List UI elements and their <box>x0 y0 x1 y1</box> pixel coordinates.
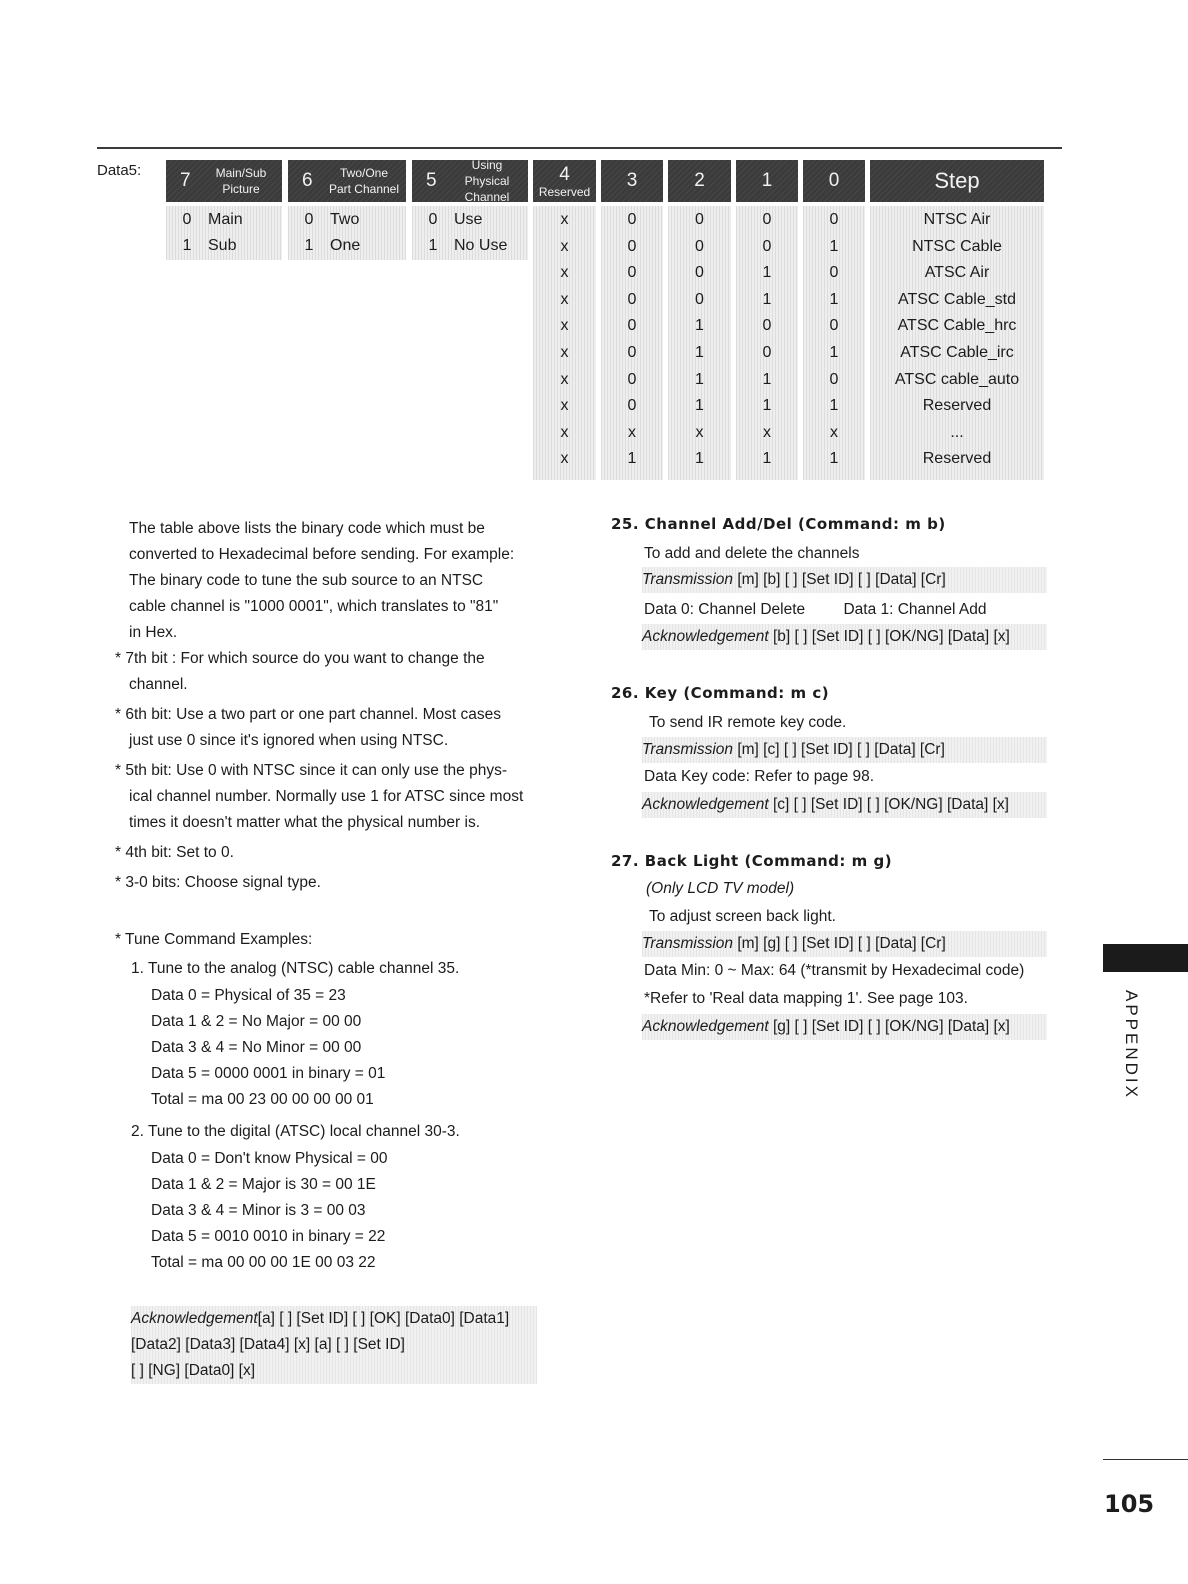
table-cell: 1 <box>695 397 704 414</box>
table-cell: NTSC Air <box>923 211 991 228</box>
header-bit3 <box>601 160 663 202</box>
bullet-4th-bit <box>115 840 570 866</box>
text-line: Data 0 = Physical of 35 = 23 <box>151 987 346 1004</box>
text-line: Data 3 & 4 = No Minor = 00 00 <box>151 1039 362 1056</box>
acknowledgement-text: [b] [ ] [Set ID] [ ] [OK/NG] [Data] [x] <box>772 628 1010 645</box>
text-line: just use 0 since it's ignored when using NTSC. <box>129 732 449 749</box>
ack-text: [a] [ ] [Set ID] [ ] [OK] [Data0] [Data1] <box>257 1310 510 1327</box>
cell-text: Sub <box>208 237 237 254</box>
text-line: * 6th bit: Use a two part or one part channel. Most cases <box>115 706 501 723</box>
table-cell: NTSC Cable <box>912 238 1002 255</box>
text-line: in Hex. <box>129 624 178 641</box>
header-bit7-label: Main/Sub Picture <box>215 166 267 196</box>
table-cell: x <box>695 424 704 441</box>
text-line: * 3-0 bits: Choose signal type. <box>115 874 321 891</box>
bit-notes <box>115 646 570 896</box>
transmission-text: [m] [g] [ ] [Set ID] [ ] [Data] [Cr] <box>737 935 946 952</box>
section-25-transmission <box>642 567 1047 593</box>
side-tab-marker <box>1103 944 1188 972</box>
header-bit1 <box>736 160 798 202</box>
table-cell: x <box>628 424 636 441</box>
table-cell: Reserved <box>922 397 992 414</box>
table-cell: x <box>560 424 569 441</box>
text-line: The table above lists the binary code which must be <box>129 520 485 537</box>
section-27-title: 27. Back Light (Command: m g) <box>611 852 893 870</box>
text-line: channel. <box>129 676 188 693</box>
ack-line-2: [Data2] [Data3] [Data4] [x] [a] [ ] [Set ID] <box>131 1336 405 1353</box>
cell-value: 0 <box>428 211 438 228</box>
table-cell: 1 <box>695 317 704 334</box>
example-2-title: 2. Tune to the digital (ATSC) local channel 30-3. <box>131 1123 460 1140</box>
header-bit0-number: 0 <box>828 170 840 191</box>
column-bit6 <box>288 206 406 260</box>
table-cell: x <box>560 450 569 467</box>
table-cell: 0 <box>695 211 704 228</box>
text-line: The binary code to tune the sub source to an NTSC <box>129 572 484 589</box>
ack-line-3: [ ] [NG] [Data0] [x] <box>131 1362 256 1379</box>
text-line: Data 5 = 0000 0001 in binary = 01 <box>151 1065 386 1082</box>
acknowledgement-block <box>131 1306 537 1384</box>
table-row <box>288 207 406 233</box>
text-line: Total = ma 00 23 00 00 00 00 01 <box>151 1091 374 1108</box>
table-cell: 1 <box>829 238 839 255</box>
header-bit4-number: 4 <box>559 163 570 185</box>
text-line: cable channel is "1000 0001", which translates to "81" <box>129 598 499 615</box>
text-line: converted to Hexadecimal before sending. For example: <box>129 546 515 563</box>
table-cell: x <box>560 238 569 255</box>
data5-label: Data5: <box>97 162 142 179</box>
section-26-acknowledgement <box>642 792 1047 818</box>
cell-text: Two <box>330 211 360 228</box>
cell-value: 1 <box>304 237 314 254</box>
table-cell: x <box>560 344 569 361</box>
table-cell: 0 <box>829 317 839 334</box>
header-bit5 <box>412 160 528 202</box>
table-cell: 1 <box>762 264 772 281</box>
section-26-transmission <box>642 737 1047 763</box>
table-cell: 1 <box>627 450 637 467</box>
table-cell: 1 <box>695 371 704 388</box>
header-bit3-number: 3 <box>626 170 638 191</box>
table-cell: 1 <box>829 450 839 467</box>
table-cell: 1 <box>695 450 704 467</box>
header-bit6 <box>288 160 406 202</box>
table-cell: x <box>560 371 569 388</box>
table-cell: 0 <box>695 264 704 281</box>
column-bit4 <box>533 206 596 480</box>
section-27-note: (Only LCD TV model) <box>646 880 795 897</box>
table-cell: 1 <box>829 344 839 361</box>
text-line: Data 5 = 0010 0010 in binary = 22 <box>151 1228 386 1245</box>
intro-paragraph <box>129 516 569 646</box>
text-line: * 5th bit: Use 0 with NTSC since it can only use the phys- <box>115 762 507 779</box>
acknowledgement-text: [g] [ ] [Set ID] [ ] [OK/NG] [Data] [x] <box>772 1018 1010 1035</box>
column-bit3 <box>601 206 663 480</box>
section-27-reference: *Refer to 'Real data mapping 1'. See page 103. <box>644 990 968 1007</box>
text-line: * 7th bit : For which source do you want to change the <box>115 650 485 667</box>
header-bit4 <box>533 160 596 202</box>
data-add-text: Data 1: Channel Add <box>843 601 987 618</box>
column-bit1 <box>736 206 798 480</box>
table-cell: 1 <box>695 344 704 361</box>
section-27-data: Data Min: 0 ~ Max: 64 (*transmit by Hexadecimal code) <box>644 962 1025 979</box>
acknowledgement-label: Acknowledgement <box>642 796 769 813</box>
table-cell: Reserved <box>922 450 992 467</box>
text-line: Total = ma 00 00 00 1E 00 03 22 <box>151 1254 376 1271</box>
column-bit0 <box>803 206 865 480</box>
header-bit7 <box>166 160 282 202</box>
column-bit5 <box>412 206 528 260</box>
cell-value: 1 <box>182 237 192 254</box>
section-25-data <box>644 597 987 623</box>
header-step <box>870 160 1044 202</box>
page-number: 105 <box>1104 1490 1155 1518</box>
text-line: times it doesn't matter what the physical number is. <box>129 814 480 831</box>
table-row <box>412 207 528 233</box>
table-row <box>288 233 406 259</box>
table-cell: ATSC Cable_hrc <box>897 317 1017 334</box>
examples-title: * Tune Command Examples: <box>115 931 313 948</box>
table-row <box>412 233 528 259</box>
table-cell: 0 <box>829 264 839 281</box>
side-section-label: APPENDIX <box>1122 990 1141 1100</box>
table-cell: 1 <box>762 371 772 388</box>
table-row <box>166 207 282 233</box>
column-bit2 <box>668 206 731 480</box>
example-1-title: 1. Tune to the analog (NTSC) cable channel 35. <box>131 960 460 977</box>
header-bit5-label: Using Physical Channel <box>464 158 510 204</box>
table-cell: ATSC Cable_irc <box>900 344 1014 361</box>
cell-value: 1 <box>428 237 438 254</box>
section-26-data: Data Key code: Refer to page 98. <box>644 768 875 785</box>
table-cell: x <box>560 211 569 228</box>
table-cell: 0 <box>762 211 772 228</box>
header-step-label: Step <box>934 168 980 193</box>
example-2 <box>131 1119 571 1276</box>
cell-value: 0 <box>182 211 192 228</box>
text-line: ical channel number. Normally use 1 for ATSC since most <box>129 788 524 805</box>
table-cell: x <box>830 424 838 441</box>
transmission-label: Transmission <box>642 935 734 952</box>
section-27-desc: To adjust screen back light. <box>649 908 836 925</box>
text-line: * 4th bit: Set to 0. <box>115 844 234 861</box>
transmission-text: [m] [c] [ ] [Set ID] [ ] [Data] [Cr] <box>737 741 945 758</box>
acknowledgement-label: Acknowledgement <box>642 628 769 645</box>
header-bit6-number: 6 <box>302 170 313 191</box>
table-cell: 0 <box>762 238 772 255</box>
table-cell: 0 <box>762 317 772 334</box>
transmission-text: [m] [b] [ ] [Set ID] [ ] [Data] [Cr] <box>737 571 946 588</box>
cell-text: Use <box>454 211 483 228</box>
table-cell: 0 <box>627 291 637 308</box>
column-step <box>870 206 1044 480</box>
table-cell: ATSC Cable_std <box>898 291 1016 308</box>
bullet-5th-bit <box>115 758 570 836</box>
cell-value: 0 <box>304 211 314 228</box>
text-line: Data 0 = Don't know Physical = 00 <box>151 1150 388 1167</box>
table-cell: ... <box>950 424 964 441</box>
header-bit5-number: 5 <box>426 170 437 191</box>
section-26-title: 26. Key (Command: m c) <box>611 684 830 702</box>
top-rule <box>97 147 1062 149</box>
table-cell: 1 <box>762 450 772 467</box>
bullet-6th-bit <box>115 702 570 754</box>
table-cell: 1 <box>829 397 839 414</box>
section-25-desc: To add and delete the channels <box>644 545 860 562</box>
table-cell: 1 <box>762 291 772 308</box>
cell-text: No Use <box>454 237 508 254</box>
ack-line-1 <box>131 1306 537 1332</box>
table-cell: 0 <box>762 344 772 361</box>
section-25-title: 25. Channel Add/Del (Command: m b) <box>611 515 946 533</box>
section-27-transmission <box>642 931 1047 957</box>
column-bit7 <box>166 206 282 260</box>
table-cell: 0 <box>627 397 637 414</box>
example-1 <box>131 956 571 1113</box>
table-cell: 0 <box>627 238 637 255</box>
table-cell: 0 <box>627 317 637 334</box>
table-cell: 0 <box>829 211 839 228</box>
section-27-acknowledgement <box>642 1014 1047 1040</box>
section-26-desc: To send IR remote key code. <box>649 714 847 731</box>
table-row <box>166 233 282 259</box>
header-bit2-number: 2 <box>694 170 705 191</box>
table-cell: x <box>560 264 569 281</box>
table-cell: ATSC Air <box>924 264 990 281</box>
table-cell: 1 <box>762 397 772 414</box>
table-cell: 0 <box>627 211 637 228</box>
table-cell: 1 <box>829 291 839 308</box>
table-cell: x <box>560 397 569 414</box>
data-delete-text: Data 0: Channel Delete <box>644 601 806 618</box>
header-bit6-label: Two/One Part Channel <box>328 166 400 196</box>
header-bit1-number: 1 <box>761 170 773 191</box>
acknowledgement-text: [c] [ ] [Set ID] [ ] [OK/NG] [Data] [x] <box>772 796 1009 813</box>
table-cell: 0 <box>829 371 839 388</box>
section-25-acknowledgement <box>642 624 1047 650</box>
bullet-7th-bit <box>115 646 570 698</box>
header-bit2 <box>668 160 731 202</box>
transmission-label: Transmission <box>642 571 734 588</box>
table-cell: x <box>560 291 569 308</box>
text-line: Data 1 & 2 = No Major = 00 00 <box>151 1013 362 1030</box>
header-bit0 <box>803 160 865 202</box>
text-line: Data 3 & 4 = Minor is 3 = 00 03 <box>151 1202 366 1219</box>
table-cell: ATSC cable_auto <box>894 371 1020 388</box>
cell-text: One <box>330 237 361 254</box>
cell-text: Main <box>208 211 243 228</box>
bottom-rule <box>1103 1459 1188 1460</box>
text-line: Data 1 & 2 = Major is 30 = 00 1E <box>151 1176 376 1193</box>
table-cell: 0 <box>627 344 637 361</box>
header-bit4-label: Reserved <box>538 184 591 199</box>
bullet-3-0-bits <box>115 870 570 896</box>
header-bit7-number: 7 <box>180 170 191 191</box>
table-cell: 0 <box>627 371 637 388</box>
ack-label: Acknowledgement <box>131 1310 258 1327</box>
table-cell: 0 <box>695 291 704 308</box>
transmission-label: Transmission <box>642 741 734 758</box>
table-cell: x <box>560 317 569 334</box>
acknowledgement-label: Acknowledgement <box>642 1018 769 1035</box>
table-cell: 0 <box>695 238 704 255</box>
table-cell: x <box>763 424 771 441</box>
table-cell: 0 <box>627 264 637 281</box>
